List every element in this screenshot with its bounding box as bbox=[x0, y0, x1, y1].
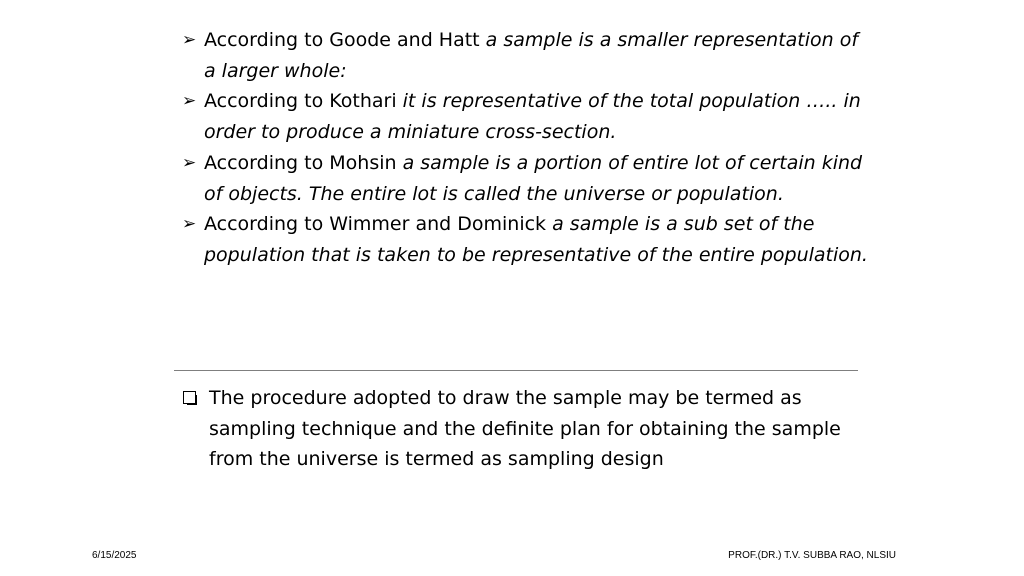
sampling-design-note bbox=[182, 383, 852, 475]
arrow-bullet-icon: ➢ bbox=[182, 152, 197, 173]
definition-source: According to Mohsin bbox=[204, 151, 403, 174]
definition-source: According to Kothari bbox=[204, 90, 403, 113]
definition-source: According to Wimmer and Dominick bbox=[204, 213, 553, 236]
definition-source: According to Goode and Hatt bbox=[204, 29, 486, 51]
definition-text: a sample is a sub set of the population that is taken to be representative of the entire population. bbox=[204, 213, 868, 266]
definition-mohsin bbox=[182, 148, 872, 209]
definition-goode-hatt bbox=[182, 25, 872, 86]
arrow-bullet-icon: ➢ bbox=[182, 91, 197, 112]
footer-date: 6/15/2025 bbox=[92, 550, 137, 561]
definition-text: it is representative of the total population ….. in order to produce a miniature cross-section. bbox=[204, 90, 861, 144]
horizontal-divider bbox=[174, 370, 858, 371]
footer-author: PROF.(DR.) T.V. SUBBA RAO, NLSIU bbox=[728, 550, 896, 561]
definition-text: a sample is a portion of entire lot of certain kind of objects. The entire lot is called the universe or population. bbox=[204, 151, 863, 205]
checkbox-bullet-icon bbox=[183, 391, 196, 404]
definition-kothari bbox=[182, 86, 872, 147]
arrow-bullet-icon: ➢ bbox=[182, 30, 197, 50]
note-text: The procedure adopted to draw the sample may be termed as sampling technique and the definite plan for obtaining the sample from the universe is termed as sampling design bbox=[209, 387, 841, 471]
definitions-list bbox=[182, 25, 872, 271]
definition-wimmer-dominick bbox=[182, 209, 872, 270]
arrow-bullet-icon: ➢ bbox=[182, 214, 197, 235]
definition-text: a sample is a smaller representation of a larger whole: bbox=[204, 29, 859, 82]
